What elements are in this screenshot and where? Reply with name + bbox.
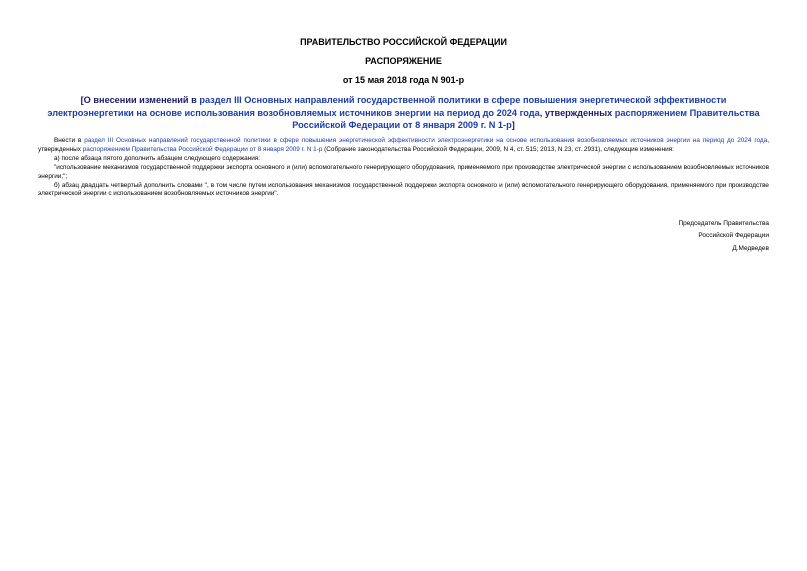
body-link-section[interactable]: раздел III Основных направлений государственной политики в сфере повышения энергетической эффективности электроэнергетики на основе использования возобновляемых источников энергии на период до 2024 года <box>84 137 768 144</box>
title-link-order[interactable]: распоряжением Правительства Российской Федерации от 8 января 2009 г. N 1-р <box>292 107 760 130</box>
signatory-name: Д.Медведев <box>732 244 769 252</box>
issuing-authority: ПРАВИТЕЛЬСТВО РОССИЙСКОЙ ФЕДЕРАЦИИ <box>300 37 507 47</box>
document-type: РАСПОРЯЖЕНИЕ <box>365 56 442 66</box>
document-title <box>44 94 763 132</box>
title-link-section[interactable]: раздел III Основных направлений государственной политики в сфере повышения энергетической эффективности электроэнергетики на основе использования возобновляемых источников энергии на период до 2024 года <box>47 95 727 118</box>
signatory-title-1: Председатель Правительства <box>678 220 769 227</box>
intro-text-c: (Собрание законодательства Российской Федерации, 2009, N 4, ст. 515; 2013, N 23, ст. 2931), следующие изменения: <box>322 145 674 153</box>
body-link-order[interactable]: распоряжением Правительства Российской Федерации от 8 января 2009 г. N 1-р <box>82 145 323 153</box>
document-body <box>38 137 769 199</box>
title-close: ] <box>511 120 515 130</box>
paragraph-item-a-text: "использование механизмов государственной поддержки экспорта основного и (или) вспомогательного генерирующего оборудования, применяемого при производстве электрической энергии с использованием возобновляемых источников энергии;"; <box>38 163 769 180</box>
intro-text-b: , утвержденных <box>38 137 769 153</box>
paragraph-item-b: б) абзац двадцать четвертый дополнить словами ", в том числе путем использования механизмов государственной поддержки экспорта основного и (или) вспомогательного генерирующего оборудования, применяемого при производстве электрической энергии с использованием возобновляемых источников энергии". <box>38 181 769 198</box>
signature-block <box>678 218 769 255</box>
title-open: [О внесении изменений в <box>80 95 200 105</box>
paragraph-intro <box>38 137 769 155</box>
title-mid: , утвержденных <box>539 107 615 118</box>
intro-text-a: Внести в <box>54 137 85 144</box>
paragraph-item-a: а) после абзаца пятого дополнить абзацем следующего содержания: <box>54 154 261 162</box>
signatory-title-2: Российской Федерации <box>698 232 769 240</box>
document-date: от 15 мая 2018 года N 901-р <box>342 75 465 85</box>
